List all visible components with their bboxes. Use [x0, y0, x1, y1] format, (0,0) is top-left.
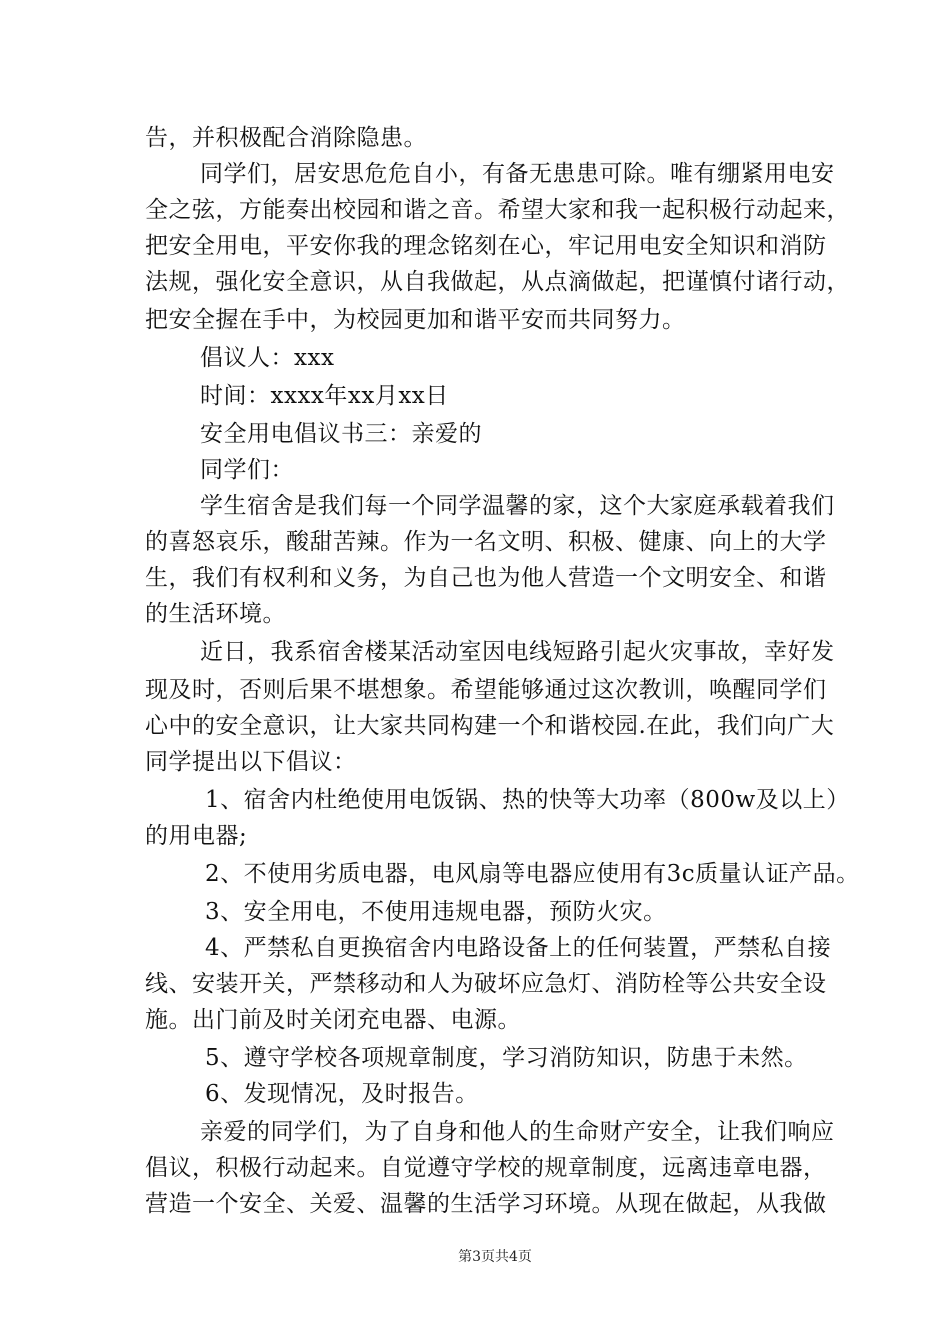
list-item: 2、不使用劣质电器，电风扇等电器应使用有3c质量认证产品。 — [205, 861, 860, 887]
text-line: 的生活环境。 — [145, 601, 286, 627]
text-line: 同学们，居安思危危自小，有备无患患可除。唯有绷紧用电安 — [200, 161, 835, 187]
text-line: 倡议，积极行动起来。自觉遵守学校的规章制度，远离违章电器， — [145, 1155, 827, 1181]
list-item: 5、遵守学校各项规章制度，学习消防知识，防患于未然。 — [205, 1045, 808, 1071]
text-line: 现及时，否则后果不堪想象。希望能够通过这次教训，唤醒同学们 — [145, 677, 827, 703]
text-line: 全之弦，方能奏出校园和谐之音。希望大家和我一起积极行动起来， — [145, 197, 850, 223]
text-line: 亲爱的同学们，为了自身和他人的生命财产安全，让我们响应 — [200, 1119, 835, 1145]
list-item: 1、宿舍内杜绝使用电饭锅、热的快等大功率（800w及以上） — [205, 787, 850, 813]
text-line: 法规，强化安全意识，从自我做起，从点滴做起，把谨慎付诸行动， — [145, 269, 850, 295]
text-line: 生，我们有权利和义务，为自己也为他人营造一个文明安全、和谐 — [145, 565, 827, 591]
text-line: 线、安装开关，严禁移动和人为破坏应急灯、消防栓等公共安全设 — [145, 971, 827, 997]
text-line: 施。出门前及时关闭充电器、电源。 — [145, 1007, 521, 1033]
text-line: 学生宿舍是我们每一个同学温馨的家，这个大家庭承载着我们 — [200, 493, 835, 519]
salutation: 同学们： — [200, 457, 294, 483]
section-title: 安全用电倡议书三：亲爱的 — [200, 421, 482, 447]
text-line: 近日，我系宿舍楼某活动室因电线短路引起火灾事故，幸好发 — [200, 639, 835, 665]
text-line: 把安全握在手中，为校园更加和谐平安而共同努力。 — [145, 307, 686, 333]
text-line: 的用电器; — [145, 823, 248, 849]
list-item: 4、严禁私自更换宿舍内电路设备上的任何装置，严禁私自接 — [205, 935, 832, 961]
text-line: 把安全用电，平安你我的理念铭刻在心，牢记用电安全知识和消防 — [145, 233, 827, 259]
text-line: 同学提出以下倡议： — [145, 749, 357, 775]
text-line: 营造一个安全、关爱、温馨的生活学习环境。从现在做起，从我做 — [145, 1191, 827, 1217]
text-line: 告，并积极配合消除隐患。 — [145, 125, 427, 151]
signer-line: 倡议人：xxx — [200, 345, 335, 371]
page-number-footer: 第3页共4页 — [458, 1249, 532, 1265]
list-item: 3、安全用电，不使用违规电器，预防火灾。 — [205, 899, 667, 925]
date-line: 时间：xxxx年xx月xx日 — [200, 383, 449, 409]
list-item: 6、发现情况，及时报告。 — [205, 1081, 479, 1107]
text-line: 的喜怒哀乐，酸甜苦辣。作为一名文明、积极、健康、向上的大学 — [145, 529, 827, 555]
text-line: 心中的安全意识，让大家共同构建一个和谐校园.在此，我们向广大 — [145, 713, 835, 739]
